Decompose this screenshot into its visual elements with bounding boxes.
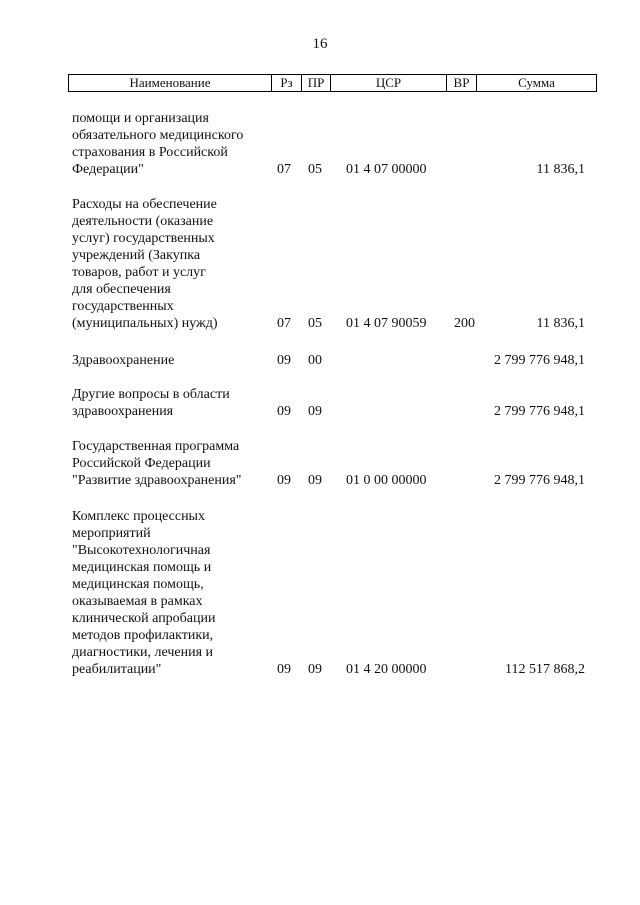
row-csr: 01 4 07 00000 — [346, 162, 427, 177]
row-pr: 09 — [308, 404, 322, 419]
row-pr: 00 — [308, 353, 322, 368]
row-csr: 01 0 00 00000 — [346, 473, 427, 488]
row-sum: 112 517 868,2 — [505, 662, 585, 677]
row-name: Здравоохранение — [72, 353, 175, 368]
row-sum: 11 836,1 — [536, 162, 585, 177]
row-name: помощи и организация обязательного медицинского страхования в Российской Федерации" — [72, 111, 244, 177]
row-rz: 09 — [277, 353, 291, 368]
table-header — [68, 74, 597, 92]
row-csr: 01 4 07 90059 — [346, 316, 427, 331]
header-vr: ВР — [447, 75, 477, 91]
row-name: Государственная программа Российской Федерации "Развитие здравоохранения" — [72, 439, 242, 488]
table-row — [68, 438, 597, 489]
row-name: Комплекс процессных мероприятий "Высокотехнологичная медицинская помощь и медицинская помощь, оказываемая в рамках клинической апробации методов профилактики, диагностики, лечения и реабилитации" — [72, 509, 216, 677]
row-vr: 200 — [454, 316, 475, 331]
row-rz: 09 — [277, 473, 291, 488]
header-csr: ЦСР — [331, 75, 447, 91]
row-csr: 01 4 20 00000 — [346, 662, 427, 677]
row-pr: 09 — [308, 473, 322, 488]
row-rz: 09 — [277, 404, 291, 419]
row-pr: 05 — [308, 162, 322, 177]
header-rz: Рз — [272, 75, 302, 91]
row-rz: 07 — [277, 162, 291, 177]
table-row — [68, 508, 597, 678]
row-sum: 2 799 776 948,1 — [494, 473, 585, 488]
row-name: Расходы на обеспечение деятельности (оказание услуг) государственных учреждений (Закупка товаров, работ и услуг для обеспечения государственных (муниципальных) нужд) — [72, 197, 218, 331]
table-row — [68, 110, 597, 178]
page-number: 16 — [312, 36, 328, 52]
row-pr: 09 — [308, 662, 322, 677]
table-row — [68, 386, 597, 420]
row-pr: 05 — [308, 316, 322, 331]
table-row — [68, 196, 597, 332]
table-row — [68, 352, 597, 369]
row-rz: 09 — [277, 662, 291, 677]
header-pr: ПР — [302, 75, 331, 91]
row-rz: 07 — [277, 316, 291, 331]
header-sum: Сумма — [518, 75, 555, 90]
row-sum: 2 799 776 948,1 — [494, 353, 585, 368]
row-sum: 2 799 776 948,1 — [494, 404, 585, 419]
row-sum: 11 836,1 — [536, 316, 585, 331]
row-name: Другие вопросы в области здравоохранения — [72, 387, 230, 419]
header-name: Наименование — [69, 75, 272, 91]
